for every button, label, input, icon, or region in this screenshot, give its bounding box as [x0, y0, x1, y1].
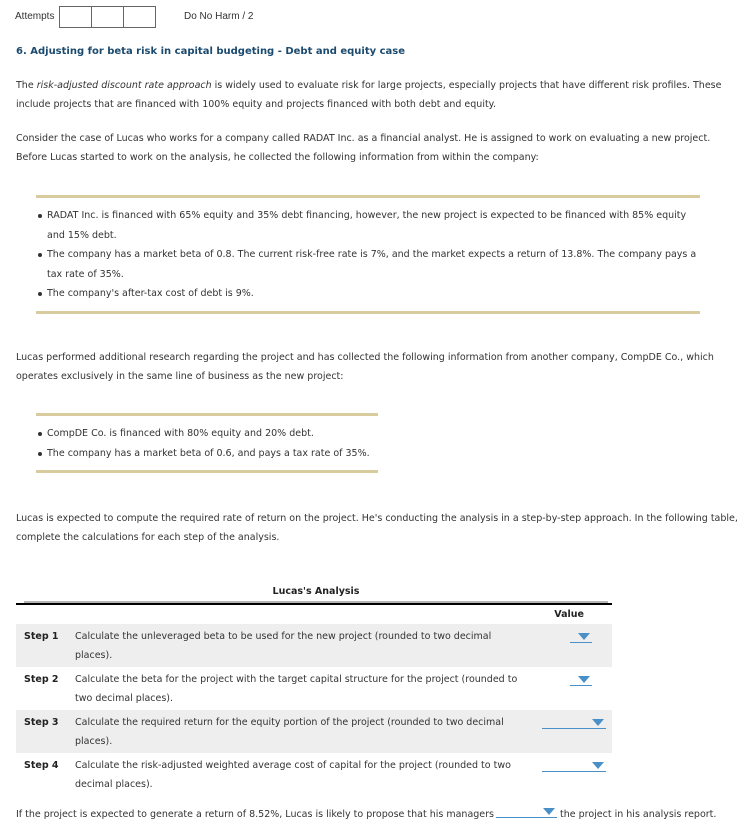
attempt-boxes	[59, 6, 156, 28]
final-question-before: If the project is expected to generate a return of 8.52%, Lucas is likely to propose that his managers	[16, 809, 494, 820]
intro-paragraph	[16, 76, 738, 114]
step-label: Step 4	[24, 760, 59, 771]
case-paragraph: Consider the case of Lucas who works for a company called RADAT Inc. as a financial analyst. He is assigned to work on evaluating a new project. Before Lucas started to work on the analysis, he collected the following information from within the company:	[16, 133, 711, 163]
comparable-info-box	[36, 413, 378, 473]
step-label: Step 3	[24, 717, 59, 728]
step-label: Step 2	[24, 674, 59, 685]
table-row-step-4	[16, 753, 612, 796]
company-info-box	[36, 195, 700, 314]
attempt-box-1	[59, 6, 92, 28]
chevron-down-icon	[578, 676, 590, 683]
step-description: Calculate the risk-adjusted weighted average cost of capital for the project (rounded to two decimal places).	[75, 760, 511, 790]
intro-emphasis: risk-adjusted discount rate approach	[36, 80, 212, 91]
table-row-step-2	[16, 667, 612, 710]
chevron-down-icon	[578, 633, 590, 640]
step-3-value-dropdown[interactable]	[542, 718, 606, 729]
comparable-info-item: CompDE Co. is financed with 80% equity and 20% debt.	[36, 424, 378, 444]
table-row-step-3	[16, 710, 612, 753]
chevron-down-icon	[592, 719, 604, 726]
company-info-item: RADAT Inc. is financed with 65% equity and 35% debt financing, however, the new project is expected to be financed with 85% equity and 15% debt.	[36, 206, 700, 245]
step-description: Calculate the required return for the equity portion of the project (rounded to two decimal places).	[75, 717, 504, 747]
step-1-value-dropdown[interactable]	[570, 632, 592, 643]
final-question-after: the project in his analysis report.	[560, 809, 717, 820]
research-paragraph: Lucas performed additional research regarding the project and has collected the following information from another company, CompDE Co., which operates exclusively in the same line of business as the new project:	[16, 352, 714, 382]
table-header-row	[16, 605, 612, 624]
comparable-info-item: The company has a market beta of 0.6, and pays a tax rate of 35%.	[36, 444, 378, 464]
task-paragraph: Lucas is expected to compute the required rate of return on the project. He's conducting the analysis in a step-by-step approach. In the following table, complete the calculations for each step of the analysis.	[16, 513, 738, 543]
table-caption: Lucas's Analysis	[24, 586, 608, 603]
attempts-label: Attempts	[15, 11, 55, 22]
intro-prefix: The	[16, 80, 37, 91]
analysis-table	[16, 586, 612, 796]
company-info-item: The company has a market beta of 0.8. The current risk-free rate is 7%, and the market expects a return of 13.8%. The company pays a tax rate of 35%.	[36, 245, 700, 284]
recommendation-dropdown[interactable]	[496, 807, 557, 818]
table-row-step-1	[16, 624, 612, 667]
chevron-down-icon	[543, 808, 555, 815]
attempt-box-3	[123, 6, 156, 28]
value-column-header: Value	[554, 609, 584, 620]
company-info-item: The company's after-tax cost of debt is 9%.	[36, 284, 700, 304]
step-description: Calculate the unleveraged beta to be used for the new project (rounded to two decimal places).	[75, 631, 492, 661]
chevron-down-icon	[592, 762, 604, 769]
question-title: 6. Adjusting for beta risk in capital budgeting - Debt and equity case	[16, 46, 406, 57]
final-question	[16, 807, 746, 823]
step-label: Step 1	[24, 631, 59, 642]
step-description: Calculate the beta for the project with the target capital structure for the project (rounded to two decimal places).	[75, 674, 518, 704]
intro-suffix: is widely used to evaluate risk for large projects, especially projects that have different risk profiles. These include projects that are financed with 100% equity and projects financed with both debt and equity.	[16, 80, 722, 110]
attempt-box-2	[91, 6, 124, 28]
step-4-value-dropdown[interactable]	[542, 761, 606, 772]
score-label: Do No Harm / 2	[184, 11, 254, 22]
step-2-value-dropdown[interactable]	[570, 675, 592, 686]
